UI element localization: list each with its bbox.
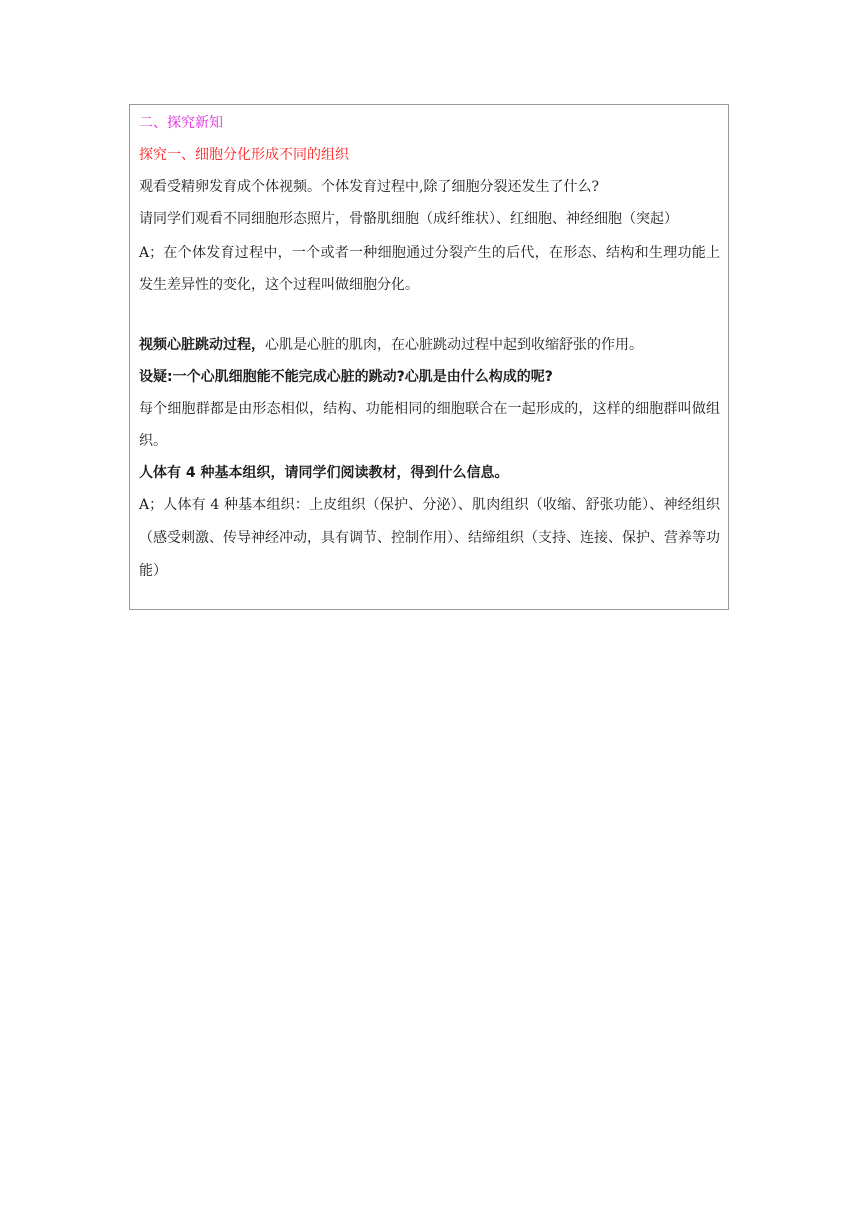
paragraph-differentiation-answer: A；在个体发育过程中，一个或者一种细胞通过分裂产生的后代，在形态、结构和生理功能上发生差异性的变化，这个过程叫做细胞分化。 <box>139 245 720 293</box>
paragraph-tissue-definition: 每个细胞群都是由形态相似，结构、功能相同的细胞联合在一起形成的，这样的细胞群叫做组织。 <box>139 401 720 449</box>
paragraph-heart-video <box>139 329 720 361</box>
paragraph-video-question: 观看受精卵发育成个体视频。个体发育过程中,除了细胞分裂还发生了什么? <box>139 179 599 195</box>
paragraph-question-heart: 设疑:一个心肌细胞能不能完成心脏的跳动?心肌是由什么构成的呢? <box>139 369 553 385</box>
blank-gap <box>139 301 720 329</box>
section-heading: 二、探究新知 <box>139 115 223 131</box>
heart-video-text: 心肌是心脏的肌肉，在心脏跳动过程中起到收缩舒张的作用。 <box>265 337 643 353</box>
paragraph-four-tissues-answer: A；人体有 4 种基本组织：上皮组织（保护、分泌）、肌肉组织（收缩、舒张功能）、神经组织（感受刺激、传导神经冲动，具有调节、控制作用）、结缔组织（支持、连接、保护、营养等功能） <box>139 497 720 579</box>
paragraph-four-tissues-prompt: 人体有 4 种基本组织，请同学们阅读教材，得到什么信息。 <box>139 465 509 481</box>
heart-video-bold: 视频心脏跳动过程， <box>139 337 265 353</box>
paragraph-cell-photos: 请同学们观看不同细胞形态照片，骨骼肌细胞（成纤维状）、红细胞、神经细胞（突起） <box>139 211 678 227</box>
content-box <box>129 104 729 610</box>
subsection-heading: 探究一、细胞分化形成不同的组织 <box>139 147 349 163</box>
